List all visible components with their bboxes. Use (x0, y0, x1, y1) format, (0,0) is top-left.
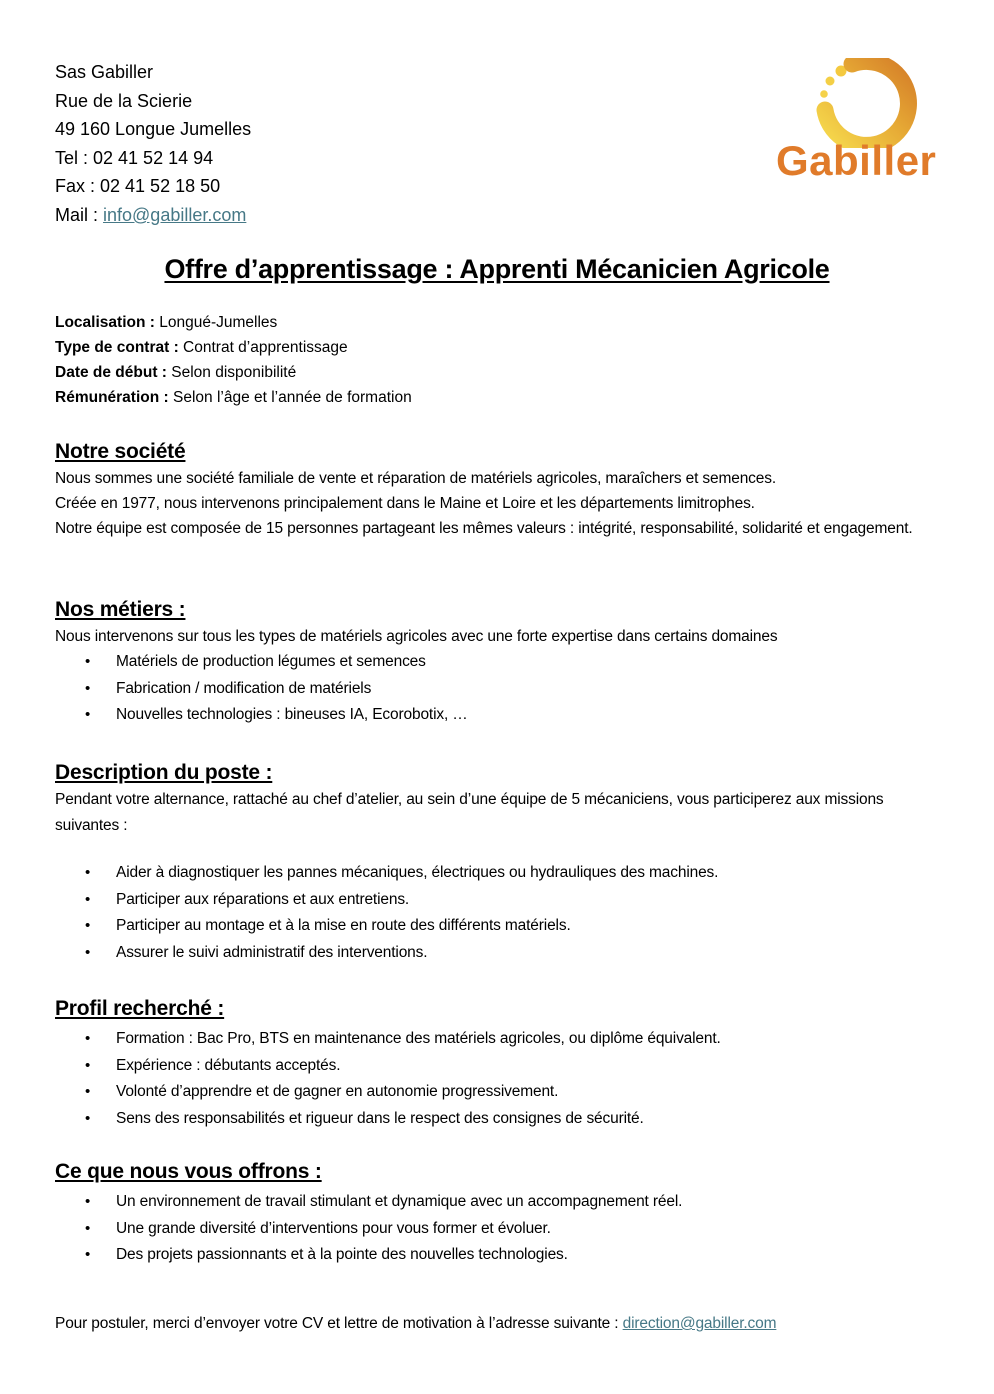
mail-label: Mail : (55, 204, 104, 225)
list-item: • Volonté d’apprendre et de gagner en autonomie progressivement. (55, 1079, 940, 1106)
bullet-icon: • (85, 706, 91, 723)
paragraph: Nous sommes une société familiale de vente et réparation de matériels agricoles, maraîchers et semences. (55, 470, 776, 487)
company-tel: Tel : 02 41 52 14 94 (55, 147, 214, 168)
gabiller-g-logo-icon (772, 58, 944, 148)
bullet-icon: • (85, 1193, 91, 1210)
meta-contract-type: Type de contrat : Contrat d’apprentissage (55, 339, 348, 356)
section-notre-societe (55, 438, 940, 541)
meta-value: Longué-Jumelles (159, 314, 278, 331)
list-item: • Participer aux réparations et aux entretiens. (55, 887, 940, 914)
meta-value: Selon disponibilité (171, 364, 297, 381)
bullet-list (55, 860, 940, 966)
application-email-link[interactable]: direction@gabiller.com (622, 1315, 777, 1332)
section-heading: Profil recherché : (55, 997, 225, 1020)
application-instructions (55, 1311, 776, 1336)
page-title: Offre d’apprentissage : Apprenti Mécanicien Agricole (164, 254, 830, 284)
list-item: • Fabrication / modification de matériels (55, 676, 940, 703)
section-heading: Notre société (55, 440, 186, 463)
list-item: • Aider à diagnostiquer les pannes mécaniques, électriques ou hydrauliques des machines. (55, 860, 940, 887)
bullet-list (55, 1189, 940, 1269)
meta-remuneration: Rémunération : Selon l’âge et l’année de formation (55, 389, 412, 406)
section-description-poste (55, 759, 940, 966)
company-name: Sas Gabiller (55, 62, 154, 82)
meta-label: Date de début (55, 364, 158, 381)
bullet-icon: • (85, 943, 91, 961)
job-meta (55, 310, 412, 410)
bullet-icon: • (85, 1083, 91, 1100)
bullet-icon: • (85, 1056, 91, 1074)
paragraph: Créée en 1977, nous intervenons principalement dans le Maine et Loire et les départements limitrophes. (55, 495, 755, 512)
company-mail (55, 201, 251, 230)
meta-label: Rémunération (55, 389, 160, 406)
paragraph: Pendant votre alternance, rattaché au chef d’atelier, au sein d’une équipe de 5 mécaniciens, vous participerez aux missions suivantes : (55, 791, 884, 834)
meta-value: Contrat d’apprentissage (183, 339, 348, 356)
list-item: • Participer au montage et à la mise en route des différents matériels. (55, 913, 940, 940)
bullet-icon: • (85, 679, 91, 697)
bullet-icon: • (85, 1246, 91, 1263)
bullet-list (55, 1026, 940, 1132)
paragraph: Nous intervenons sur tous les types de matériels agricoles avec une forte expertise dans certains domaines (55, 628, 778, 645)
list-item: • Assurer le suivi administratif des interventions. (55, 940, 940, 967)
section-nos-metiers (55, 596, 940, 729)
section-profil-recherche (55, 995, 940, 1132)
list-item: • Matériels de production légumes et semences (55, 649, 940, 676)
bullet-list (55, 649, 940, 729)
bullet-icon: • (85, 1219, 91, 1237)
bullet-icon: • (85, 1030, 91, 1047)
section-ce-que-nous-offrons (55, 1158, 940, 1269)
bullet-icon: • (85, 1109, 91, 1127)
company-fax: Fax : 02 41 52 18 50 (55, 176, 221, 197)
meta-label: Type de contrat (55, 339, 170, 356)
meta-start-date: Date de début : Selon disponibilité (55, 364, 297, 381)
logo-text: Gabiller (776, 137, 937, 184)
list-item: • Nouvelles technologies : bineuses IA, Ecorobotix, … (55, 702, 940, 729)
list-item: • Une grande diversité d’interventions pour vous former et évoluer. (55, 1216, 940, 1243)
list-item: • Sens des responsabilités et rigueur dans le respect des consignes de sécurité. (55, 1106, 940, 1133)
section-heading: Description du poste : (55, 761, 273, 784)
footer-text: Pour postuler, merci d’envoyer votre CV et lettre de motivation à l’adresse suivante : (55, 1315, 623, 1332)
company-logo (772, 58, 944, 192)
meta-value: Selon l’âge et l’année de formation (173, 389, 412, 406)
meta-localisation: Localisation : Longué-Jumelles (55, 314, 278, 331)
company-address (55, 58, 251, 230)
mail-link[interactable]: info@gabiller.com (103, 204, 247, 225)
list-item: • Formation : Bac Pro, BTS en maintenance des matériels agricoles, ou diplôme équivalent. (55, 1026, 940, 1053)
company-street: Rue de la Scierie (55, 90, 193, 111)
paragraph: Notre équipe est composée de 15 personnes partageant les mêmes valeurs : intégrité, responsabilité, solidarité et engagement. (55, 520, 913, 537)
bullet-icon: • (85, 890, 91, 908)
bullet-icon: • (85, 917, 91, 934)
section-heading: Ce que nous vous offrons : (55, 1160, 322, 1183)
list-item: • Expérience : débutants acceptés. (55, 1053, 940, 1080)
list-item: • Des projets passionnants et à la pointe des nouvelles technologies. (55, 1242, 940, 1269)
list-item: • Un environnement de travail stimulant et dynamique avec un accompagnement réel. (55, 1189, 940, 1216)
meta-label: Localisation (55, 314, 146, 331)
bullet-icon: • (85, 653, 91, 670)
bullet-icon: • (85, 864, 91, 881)
company-city: 49 160 Longue Jumelles (55, 119, 252, 140)
section-heading: Nos métiers : (55, 598, 186, 621)
